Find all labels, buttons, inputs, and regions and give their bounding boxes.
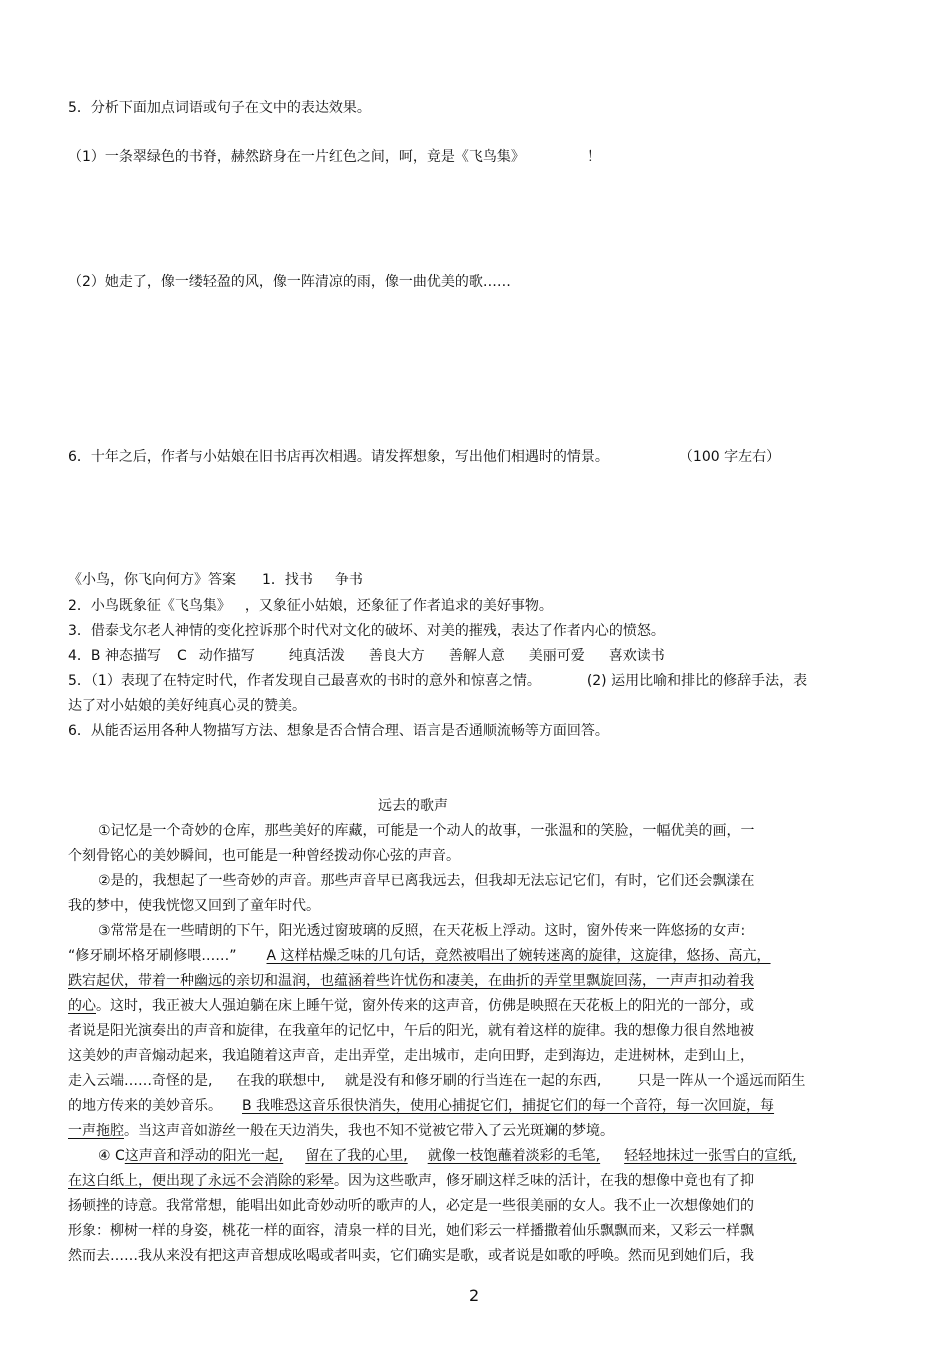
question-6-note: （100 字左右） — [678, 449, 781, 465]
answer-4-item: 纯真活泼 — [288, 648, 345, 664]
essay-line — [68, 947, 771, 965]
answer-4-item: 善良大方 — [368, 648, 425, 664]
answer-1-label: 1．找书 — [262, 572, 313, 588]
essay-text: ④ C — [98, 1148, 125, 1164]
underlined-sentence-a-cont: 跌宕起伏，带着一种幽远的亲切和温润，也蕴涵着些许忧伤和凄美，在曲折的弄堂里飘旋回荡，一声声扣动着我 — [68, 973, 754, 989]
underlined-sentence-c-end: 在这白纸上，便出现了永远不会消除的彩晕 — [68, 1173, 334, 1189]
underlined-sentence-c: 就像一枝饱蘸着淡彩的毛笔, — [427, 1148, 601, 1164]
essay-text: 走入云端……奇怪的是, — [68, 1073, 213, 1089]
essay-quote: “修牙刷坏格牙刷修喂……” — [68, 948, 237, 964]
essay-line — [68, 997, 754, 1015]
question-5-item-2: （2）她走了，像一缕轻盈的风，像一阵清凉的雨，像一曲优美的歌…… — [68, 274, 511, 290]
essay-line: 然而去……我从来没有把这声音想成吆喝或者叫卖，它们确实是歌，或者说是如歌的呼唤。然而见到她们后，我 — [68, 1248, 754, 1264]
essay-line: ②是的，我想起了一些奇妙的声音。那些声音早已离我远去，但我却无法忘记它们，有时，它们还会飘漾在 — [98, 873, 755, 889]
answer-5 — [68, 672, 807, 690]
answer-2-b: ，又象征小姑娘，还象征了作者追求的美好事物。 — [244, 598, 553, 614]
underlined-sentence-b-end: 一声拖腔 — [68, 1123, 124, 1139]
essay-text: 只是一阵从一个遥远而陌生 — [637, 1073, 806, 1089]
answer-4-item: 4．B 神态描写 — [68, 648, 161, 664]
answer-5-b: (2) 运用比喻和排比的修辞手法，表 — [586, 673, 808, 689]
answer-4-item: 动作描写 — [198, 648, 255, 664]
underlined-sentence-c: 这声音和浮动的阳光一起, — [124, 1148, 284, 1164]
essay-line: 我的梦中，使我恍惚又回到了童年时代。 — [68, 898, 320, 914]
question-5-heading: 5．分析下面加点词语或句子在文中的表达效果。 — [68, 100, 371, 116]
answer-4 — [68, 647, 665, 665]
essay-text: 。当这声音如游丝一般在天边消失，我也不知不觉被它带入了云光斑斓的梦境。 — [124, 1123, 614, 1139]
underlined-sentence-a-end: 的心 — [68, 998, 96, 1014]
essay-line: 者说是阳光演奏出的声音和旋律，在我童年的记忆中，午后的阳光，就有着这样的旋律。我的想像力很自然地被 — [68, 1023, 754, 1039]
underlined-sentence-b: B 我唯恐这音乐很快消失，使用心捕捉它们，捕捉它们的每一个音符，每一次回旋，每 — [242, 1098, 775, 1114]
essay-line: 个刻骨铭心的美妙瞬间，也可能是一种曾经拨动你心弦的声音。 — [68, 848, 460, 864]
essay-text: 就是没有和修牙刷的行当连在一起的东西, — [344, 1073, 602, 1089]
essay-line: 这美妙的声音煽动起来，我追随着这声音，走出弄堂，走出城市，走向田野，走到海边，走进树林，走到山上， — [68, 1048, 754, 1064]
answer-4-item: 善解人意 — [448, 648, 505, 664]
question-6-text: 6．十年之后，作者与小姑娘在旧书店再次相遇。请发挥想象，写出他们相遇时的情景。 — [68, 449, 609, 465]
essay-line: 形象：柳树一样的身姿，桃花一样的面容，清泉一样的目光，她们彩云一样播撒着仙乐飘飘而来，又彩云一样飘 — [68, 1223, 754, 1239]
essay-title: 远去的歌声 — [378, 798, 448, 814]
essay-line — [68, 1122, 614, 1140]
question-5-item-1-end: ！ — [586, 149, 601, 165]
answer-4-item: 美丽可爱 — [528, 648, 585, 664]
answer-2-a: 2．小鸟既象征《飞鸟集》 — [68, 598, 231, 614]
question-5-item-1-text: （1）一条翠绿色的书脊，赫然跻身在一片红色之间，呵，竟是《飞鸟集》 — [68, 149, 525, 165]
answer-4-item: C — [176, 648, 187, 664]
answer-line-1 — [68, 571, 363, 589]
underlined-sentence-c: 轻轻地抹过一张雪白的宣纸, — [624, 1148, 797, 1164]
essay-line: ③常常是在一些晴朗的下午，阳光透过窗玻璃的反照，在天花板上浮动。这时，窗外传来一阵悠扬的女声: — [98, 923, 746, 939]
question-5-item-1 — [68, 148, 601, 166]
essay-text: 。这时，我正被大人强迫躺在床上睡午觉，窗外传来的这声音，仿佛是映照在天花板上的阳光的一部分，或 — [96, 998, 754, 1014]
essay-line — [98, 1147, 797, 1165]
essay-text: 。因为这些歌声，修牙刷这样乏味的活计，在我的想像中竟也有了抑 — [334, 1173, 754, 1189]
question-6 — [68, 448, 780, 466]
essay-line — [68, 1072, 805, 1090]
page-number: 2 — [469, 1286, 480, 1305]
underlined-sentence-a: A 这样枯燥乏味的几句话，竟然被唱出了婉转迷离的旋律，这旋律，悠扬、高亢， — [266, 948, 771, 964]
essay-text: 在我的联想中, — [236, 1073, 325, 1089]
answers-title: 《小鸟，你飞向何方》答案 — [68, 572, 236, 588]
underlined-sentence-c: 留在了我的心里, — [305, 1148, 408, 1164]
answer-6: 6．从能否运用各种人物描写方法、想象是否合情合理、语言是否通顺流畅等方面回答。 — [68, 723, 609, 739]
answer-4-item: 喜欢读书 — [608, 648, 665, 664]
essay-line — [68, 1172, 754, 1190]
answer-1-b: 争书 — [334, 572, 363, 588]
answer-5-a: 5．（1）表现了在特定时代，作者发现自己最喜欢的书时的意外和惊喜之情。 — [68, 673, 541, 689]
answer-3: 3．借泰戈尔老人神情的变化控诉那个时代对文化的破坏、对美的摧残，表达了作者内心的愤怒。 — [68, 623, 665, 639]
answer-5-cont: 达了对小姑娘的美好纯真心灵的赞美。 — [68, 698, 306, 714]
essay-text: 的地方传来的美妙音乐。 — [68, 1098, 222, 1114]
essay-line: 扬顿挫的诗意。我常常想，能唱出如此奇妙动听的歌声的人，必定是一些很美丽的女人。我不止一次想像她们的 — [68, 1198, 754, 1214]
answer-2 — [68, 597, 553, 615]
essay-line: ①记忆是一个奇妙的仓库，那些美好的库藏，可能是一个动人的故事，一张温和的笑脸，一幅优美的画，一 — [98, 823, 755, 839]
essay-line — [68, 1097, 774, 1115]
